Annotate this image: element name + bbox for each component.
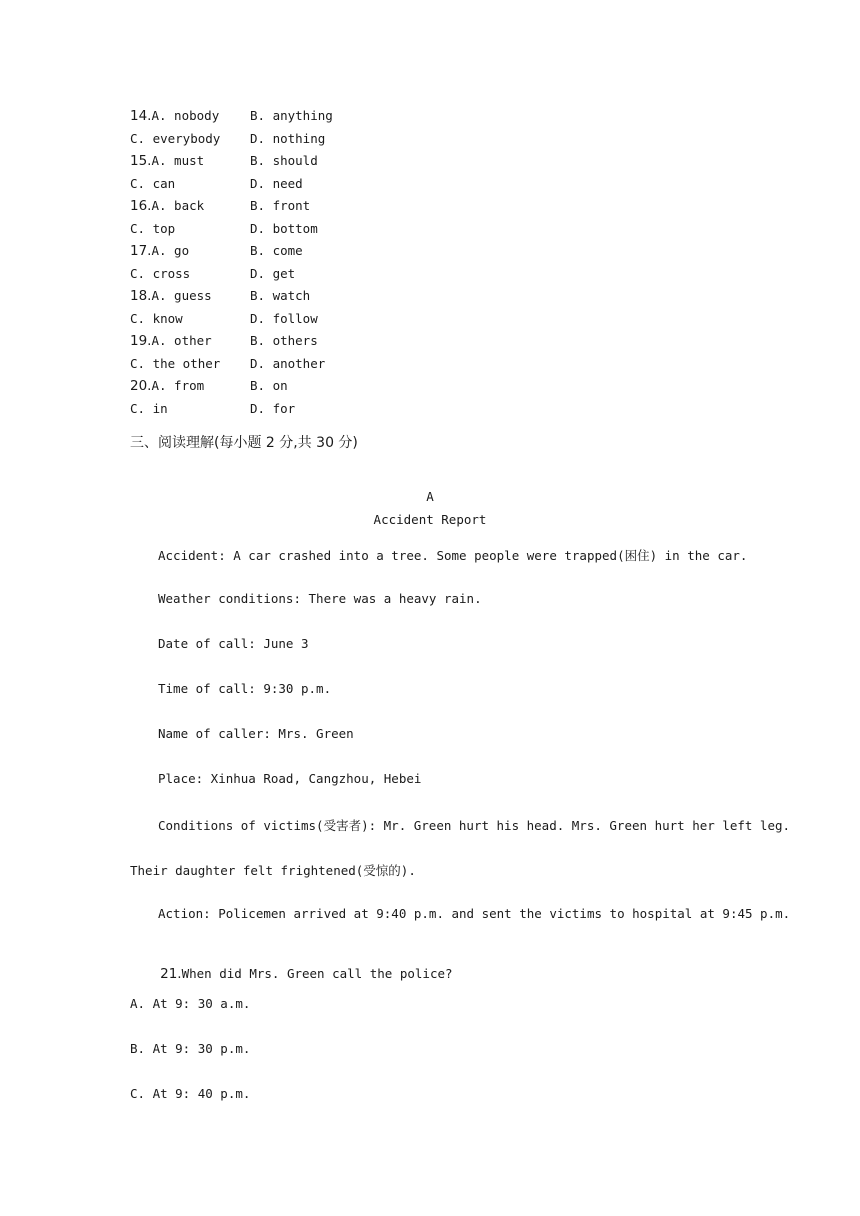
option-text: C. the other xyxy=(130,355,221,371)
option-left xyxy=(130,150,204,173)
question-number: 14. xyxy=(130,108,152,124)
option-right: D. need xyxy=(250,175,303,191)
option-left xyxy=(130,195,204,218)
option-left xyxy=(130,285,212,308)
passage-line-action: Action: Policemen arrived at 9:40 p.m. and sent the victims to hospital at 9:45 p.m. xyxy=(158,906,791,921)
passage-letter: A xyxy=(426,489,434,504)
question-number: 18. xyxy=(130,288,152,304)
passage-line-caller: Name of caller: Mrs. Green xyxy=(158,726,354,741)
option-right: D. follow xyxy=(250,310,318,326)
passage-line-victims: Conditions of victims(受害者): Mr. Green hurt his head. Mrs. Green hurt her left leg. xyxy=(158,818,791,833)
passage-line-time: Time of call: 9:30 p.m. xyxy=(158,681,332,696)
option-right: B. anything xyxy=(250,108,333,123)
option-left xyxy=(130,105,219,128)
option-left xyxy=(130,330,212,353)
option-text: C. top xyxy=(130,220,176,236)
option-left xyxy=(130,353,220,376)
option-right: D. another xyxy=(250,355,326,371)
passage-line-date: Date of call: June 3 xyxy=(158,636,309,651)
choice-a: A. At 9: 30 a.m. xyxy=(130,996,251,1011)
passage-line-weather: Weather conditions: There was a heavy rain. xyxy=(158,591,482,606)
option-text: A. back xyxy=(151,198,205,213)
option-right: D. bottom xyxy=(250,220,318,236)
option-right: B. on xyxy=(250,378,288,393)
option-text: A. guess xyxy=(151,288,212,303)
option-right: B. front xyxy=(250,198,311,213)
option-left xyxy=(130,308,183,331)
option-left xyxy=(130,173,175,196)
option-left xyxy=(130,263,190,286)
passage-title: Accident Report xyxy=(373,512,487,527)
option-right: D. get xyxy=(250,265,296,281)
question-text: When did Mrs. Green call the police? xyxy=(181,966,453,981)
option-text: C. know xyxy=(130,310,183,326)
option-right: B. others xyxy=(250,333,318,348)
option-text: C. cross xyxy=(130,265,191,281)
question-number: 20. xyxy=(130,378,152,394)
question-number: 15. xyxy=(130,153,152,169)
option-right: B. should xyxy=(250,153,318,168)
option-right: B. watch xyxy=(250,288,311,303)
passage-line-accident: Accident: A car crashed into a tree. Some people were trapped(困住) in the car. xyxy=(158,548,748,563)
option-left xyxy=(130,218,175,241)
question-number: 19. xyxy=(130,333,152,349)
option-right: D. nothing xyxy=(250,130,326,146)
question-number: 21. xyxy=(160,966,182,982)
question-21 xyxy=(130,951,453,997)
option-text: C. can xyxy=(130,175,176,191)
option-text: A. from xyxy=(151,378,205,393)
option-text: C. everybody xyxy=(130,130,221,146)
passage-line-place: Place: Xinhua Road, Cangzhou, Hebei xyxy=(158,771,422,786)
option-left xyxy=(130,128,220,151)
option-text: C. in xyxy=(130,400,168,416)
option-right: D. for xyxy=(250,400,296,416)
option-left xyxy=(130,240,189,263)
option-right: B. come xyxy=(250,243,303,258)
option-text: A. go xyxy=(151,243,190,258)
option-left xyxy=(130,398,168,421)
section-title: 三、阅读理解(每小题 2 分,共 30 分) xyxy=(130,435,358,451)
option-text: A. must xyxy=(151,153,205,168)
passage-line-daughter: Their daughter felt frightened(受惊的). xyxy=(130,863,416,878)
question-number: 16. xyxy=(130,198,152,214)
choice-c: C. At 9: 40 p.m. xyxy=(130,1086,251,1101)
question-number: 17. xyxy=(130,243,152,259)
option-left xyxy=(130,375,204,398)
option-text: A. other xyxy=(151,333,212,348)
option-text: A. nobody xyxy=(151,108,220,123)
choice-b: B. At 9: 30 p.m. xyxy=(130,1041,251,1056)
